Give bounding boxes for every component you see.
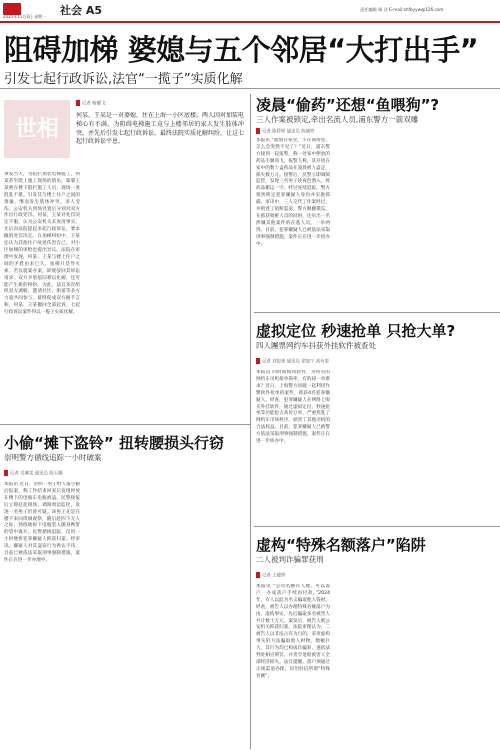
story5-body-col3: [416, 572, 494, 746]
divider-story5: [254, 526, 500, 527]
story2-body-col3: [416, 128, 494, 308]
story5-body: 本报讯 “公司名额有人脉，可以落户，办成落户手续再付款。”2024年，有人以此为名义骗取他人钱财。经查，被告人以办理特殊名额落户为由，虚构事实，先后骗取多名被害人共计数十万元。案发后，被告人被公安机关抓获归案。法院审理认为，二被告人以非法占有为目的，采用虚构事实的方法骗取他人财物，数额巨大，其行为均已构成诈骗罪，遂依法判处相应刑罚，并责令退赔被害人全部经济损失。法官提醒，落户须通过正规渠道办理，切勿轻信所谓“特殊名额”。: [256, 584, 330, 679]
story2-byline: [256, 128, 315, 136]
story3-subtitle: 四人團票网约车抖获外挂软件被查处: [256, 341, 376, 350]
story3-body-col2: [336, 370, 410, 520]
story2-byline-text: 记者 陈娇婷 通讯员 陈晓婷: [262, 129, 315, 135]
story2-body-col2: [336, 138, 410, 308]
story2-title: 凌晨“偷药”还想“鱼喂狗”?: [256, 96, 440, 114]
lead-title: 阻碍加梯 婆媳与五个邻居“大打出手”: [4, 33, 479, 67]
story3-byline: [256, 358, 329, 366]
page-header: [0, 0, 500, 20]
header-rule: [0, 21, 500, 23]
lead-byline: [76, 100, 226, 108]
story5-subtitle: 二人被判诈骗罪获刑: [256, 555, 324, 564]
shixiang-text: 世相: [14, 116, 59, 142]
story4-subtitle: 崇明警方循线追踪一小时破案: [4, 453, 102, 462]
header-date: 2025年11月3日 星期一: [3, 14, 47, 19]
lead-body-col2: [86, 172, 162, 412]
story5-title: 虚构“特殊名额落户”陷阱: [256, 536, 426, 554]
story4-body: 本报讯 近日，崇明一男子给人报小偷后报案，称工作结束回家后发现停放在楼下的电瓶车电瓶被盗。民警接报后立即赶赴现场，调阅周边监控，发现一名男子形迹可疑。该男子先是在楼下来回徘徊观察，随后趁四下无人之际，熟练地拆下电瓶装入随身携带的袋中离开。民警循线追踪，仅用一小时便将犯罪嫌疑人抓获归案。经审讯，嫌疑人对其盗窃行为供认不讳，目前已被依法采取刑事强制措施，案件正在进一步办理中。: [4, 482, 80, 563]
story5-byline: [256, 572, 285, 580]
shixiang-graphic: [4, 100, 70, 158]
lead-intro: 何某、王某是一对婆媳，住在上海一小区底楼。两人因对加装电梯心有不满，为阻碍电梯施工竟与上楼邻居的家人发生肢体冲突，并先后引发七起行政诉讼。最终法院实质化解纠纷，让这七起行政诉讼平息。: [76, 112, 244, 146]
story3-body: 本报讯 同时间相同软件，为何有的网约车司机接单频率，有的却一单难求？近日，上海警方侦破一起利用作弊软件抢单的案件，抓获4名犯罪嫌疑人。经查，犯罪嫌疑人在网络上购买外挂软件，通过虚拟定位、秒速抢单等功能抢占高价订单，严重扰乱了网约车市场秩序，损害了其他司机的合法权益。目前，犯罪嫌疑人已被警方依法采取刑事强制措施，案件正在进一步侦办中。: [256, 370, 330, 445]
column-divider: [250, 94, 251, 749]
lead-subtitle: 引发七起行政诉讼,法官“一揽子”实质化解: [4, 72, 243, 87]
header-section: 社会 A5: [60, 4, 102, 17]
story4-byline-text: 记者 吴琳雯 通讯员 陈玉娜: [10, 471, 63, 477]
divider-story3: [254, 312, 500, 313]
story3-title: 虚拟定位 秒速抢单 只抢大单?: [256, 322, 456, 340]
story5-byline-text: 记者 王婕婷: [262, 573, 286, 579]
story4-byline: [4, 470, 63, 478]
story4-body-col2: [86, 470, 162, 747]
story3-byline-text: 记者 刘思豪 通讯员 诺加宁 高有泰: [262, 359, 330, 365]
lead-divider: [0, 88, 500, 89]
lead-body-col3: [168, 172, 244, 412]
story3-body-col3: [416, 358, 494, 520]
story4-body-col3: [168, 470, 246, 747]
header-editor: 责任编辑 杨 洁 E-mail:zhfbyyw@126.com: [360, 7, 444, 12]
story2-body: 本报讯 “就放在家里，不在商场里，怎么会突然不见了？”近日，浦东警方接到一起报警，称一处家中摆放的药品不翼而飞。报警人称，其存放在家中的数十盒药品在凌晨被人盗走，损失数万元。接警后，民警立即调阅监控，发现三名男子趁夜色潜入，将药品搬运一空。经过连续追踪，警方很快锁定犯罪嫌疑人身份并实施抓捕。审讯中，三人交代了作案经过，并供述了销赃渠道。警方顺藤摸瓜，在抓获收赃人员的同时，还牵出一名涉嫌其他案件的在逃人员，一举两得。目前，犯罪嫌疑人已被依法采取刑事强制措施，案件正在进一步侦办中。: [256, 138, 330, 247]
lead-body-col1: 事发当天，为阻拦加装电梯施工，何某甚至爬上施工现场的塔吊，婆婆王某则在楼下阻拦施工人员，现场一度混乱不堪。引发其与楼上住户之间的推搡，继而发生肢体冲突，多人受伤。公安机关到场处置后分别对双方作出行政处罚。何某、王某对处罚决定不服，认为公安机关未查清事实，先后向法院提起多起行政诉讼，要求撤销处罚决定。在加梯纠纷中，王某还认为其他住户故意伤害自己，对小区加梯的审批也提出异议。法院在审理中发现，何某、王某与楼上住户之间的矛盾由来已久，加梯只是导火索。若仅就案办案，即使驳回其诉讼请求，双方矛盾依旧难以化解，还可能产生新的纠纷。为此，法官多次组织双方调解，邀请社区、街道等多方力量共同参与，最终促成双方握手言和，何某、王某撤回全部起诉，七起行政诉讼案件得以一揽子实质化解。: [4, 172, 80, 316]
story4-title: 小偷“摊下盗铃” 扭转腰损头行窃: [4, 434, 224, 452]
lead-byline-text: 记者 杨耀飞: [82, 101, 106, 107]
story2-subtitle: 三人作案被锁定,牵出名流人员,浦东警方一箭双雕: [256, 115, 419, 124]
story5-body-col2: [336, 584, 410, 746]
divider-story4: [0, 424, 250, 425]
